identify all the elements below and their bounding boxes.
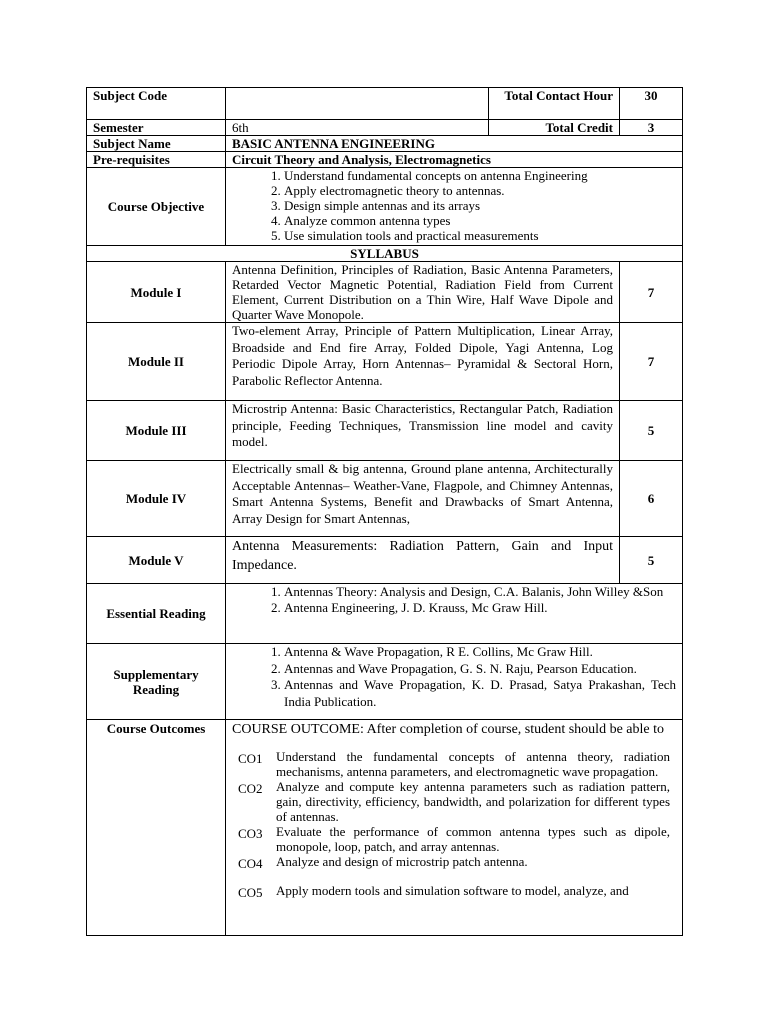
supplementary-reading-label: Supplementary Reading bbox=[87, 644, 226, 720]
module-row bbox=[87, 262, 683, 323]
outcome-item bbox=[232, 779, 676, 824]
total-contact-label: Total Contact Hour bbox=[489, 88, 620, 120]
outcome-text: Apply modern tools and simulation software to model, analyze, and bbox=[276, 883, 629, 898]
objective-item: 1. Understand fundamental concepts on antenna Engineering bbox=[284, 168, 676, 183]
outcome-text: Understand the fundamental concepts of antenna theory, radiation mechanisms, antenna parameters, and electromagnetic wave propagation. bbox=[276, 749, 670, 779]
outcome-item bbox=[232, 883, 676, 900]
syllabus-heading: SYLLABUS bbox=[87, 246, 683, 262]
module-content: Two-element Array, Principle of Pattern Multiplication, Linear Array, Broadside and End fire Array, Folded Dipole, Yagi Antenna, Log Periodic Dipole Array, Horn Antennas– Pyramidal & Sectoral Horn, Parabolic Reflector Antenna. bbox=[226, 323, 620, 401]
total-credit-value: 3 bbox=[620, 120, 683, 136]
objective-item: 5. Use simulation tools and practical measurements bbox=[284, 228, 676, 243]
module-hours: 5 bbox=[620, 401, 683, 461]
syllabus-table bbox=[86, 87, 683, 936]
outcomes-intro: COURSE OUTCOME: After completion of course, student should be able to bbox=[232, 722, 664, 737]
subject-name-value: BASIC ANTENNA ENGINEERING bbox=[226, 136, 683, 152]
module-row bbox=[87, 323, 683, 401]
module-content: Antenna Definition, Principles of Radiation, Basic Antenna Parameters, Retarded Vector Magnetic Potential, Radiation Field from Current Element, Current Distribution on a Thin Wire, Half Wave Dipole and Quarter Wave Monopole. bbox=[226, 262, 620, 323]
reading-item: 2. Antenna Engineering, J. D. Krauss, Mc Graw Hill. bbox=[284, 600, 676, 616]
outcomes-cell bbox=[226, 720, 683, 936]
subject-code-value bbox=[226, 88, 489, 120]
module-name: Module II bbox=[87, 323, 226, 401]
module-hours: 5 bbox=[620, 537, 683, 584]
total-contact-value: 30 bbox=[620, 88, 683, 120]
outcome-text: Analyze and compute key antenna parameters such as radiation pattern, gain, directivity, efficiency, bandwidth, and polarization for different types of antennas. bbox=[276, 779, 670, 824]
outcome-text: Analyze and design of microstrip patch antenna. bbox=[276, 854, 528, 869]
supplementary-reading-cell bbox=[226, 644, 683, 720]
essential-reading-list bbox=[232, 584, 676, 616]
objective-label: Course Objective bbox=[87, 168, 226, 246]
outcome-id: CO1 bbox=[238, 751, 263, 766]
total-credit-label: Total Credit bbox=[489, 120, 620, 136]
outcomes-label: Course Outcomes bbox=[87, 720, 226, 936]
module-row bbox=[87, 537, 683, 584]
outcome-text: Evaluate the performance of common antenna types such as dipole, monopole, loop, patch, and array antennas. bbox=[276, 824, 670, 854]
objective-item: 3. Design simple antennas and its arrays bbox=[284, 198, 676, 213]
subject-name-label: Subject Name bbox=[87, 136, 226, 152]
reading-item: 1. Antennas Theory: Analysis and Design, C.A. Balanis, John Willey &Son bbox=[284, 584, 676, 600]
subject-name-row bbox=[87, 136, 683, 152]
reading-item: 2. Antennas and Wave Propagation, G. S. N. Raju, Pearson Education. bbox=[284, 661, 676, 678]
supplementary-reading-list bbox=[232, 644, 676, 710]
syllabus-heading-row bbox=[87, 246, 683, 262]
module-hours: 7 bbox=[620, 262, 683, 323]
subject-code-label: Subject Code bbox=[87, 88, 226, 120]
module-hours: 6 bbox=[620, 461, 683, 537]
essential-reading-row bbox=[87, 584, 683, 644]
subject-code-row bbox=[87, 88, 683, 120]
prereq-row bbox=[87, 152, 683, 168]
semester-label: Semester bbox=[87, 120, 226, 136]
module-content: Antenna Measurements: Radiation Pattern, Gain and Input Impedance. bbox=[226, 537, 620, 584]
reading-item: 1. Antenna & Wave Propagation, R E. Collins, Mc Graw Hill. bbox=[284, 644, 676, 661]
module-hours: 7 bbox=[620, 323, 683, 401]
objective-cell bbox=[226, 168, 683, 246]
module-content: Microstrip Antenna: Basic Characteristics, Rectangular Patch, Radiation principle, Feeding Techniques, Transmission line model and cavity model. bbox=[226, 401, 620, 461]
outcome-item bbox=[232, 854, 676, 871]
supplementary-reading-row bbox=[87, 644, 683, 720]
objective-item: 2. Apply electromagnetic theory to antennas. bbox=[284, 183, 676, 198]
module-content: Electrically small & big antenna, Ground plane antenna, Architecturally Acceptable Antennas– Weather-Vane, Flagpole, and Chimney Antennas, Smart Antenna Systems, Benefit and Drawbacks of Smart Antenna, Array Design for Smart Antennas, bbox=[226, 461, 620, 537]
outcome-id: CO4 bbox=[238, 856, 263, 871]
module-row bbox=[87, 461, 683, 537]
essential-reading-label: Essential Reading bbox=[87, 584, 226, 644]
module-name: Module III bbox=[87, 401, 226, 461]
reading-item: 3. Antennas and Wave Propagation, K. D. Prasad, Satya Prakashan, Tech India Publication. bbox=[284, 677, 676, 710]
objective-row bbox=[87, 168, 683, 246]
module-name: Module V bbox=[87, 537, 226, 584]
outcome-item bbox=[232, 749, 676, 779]
prereq-label: Pre-requisites bbox=[87, 152, 226, 168]
objective-item: 4. Analyze common antenna types bbox=[284, 213, 676, 228]
objective-list bbox=[232, 168, 676, 243]
outcomes-row bbox=[87, 720, 683, 936]
outcome-id: CO5 bbox=[238, 885, 263, 900]
outcome-item bbox=[232, 824, 676, 854]
prereq-value: Circuit Theory and Analysis, Electromagnetics bbox=[226, 152, 683, 168]
outcome-id: CO2 bbox=[238, 781, 263, 796]
semester-row bbox=[87, 120, 683, 136]
module-row bbox=[87, 401, 683, 461]
module-name: Module I bbox=[87, 262, 226, 323]
essential-reading-cell bbox=[226, 584, 683, 644]
semester-value: 6th bbox=[226, 120, 489, 136]
module-name: Module IV bbox=[87, 461, 226, 537]
outcome-id: CO3 bbox=[238, 826, 263, 841]
